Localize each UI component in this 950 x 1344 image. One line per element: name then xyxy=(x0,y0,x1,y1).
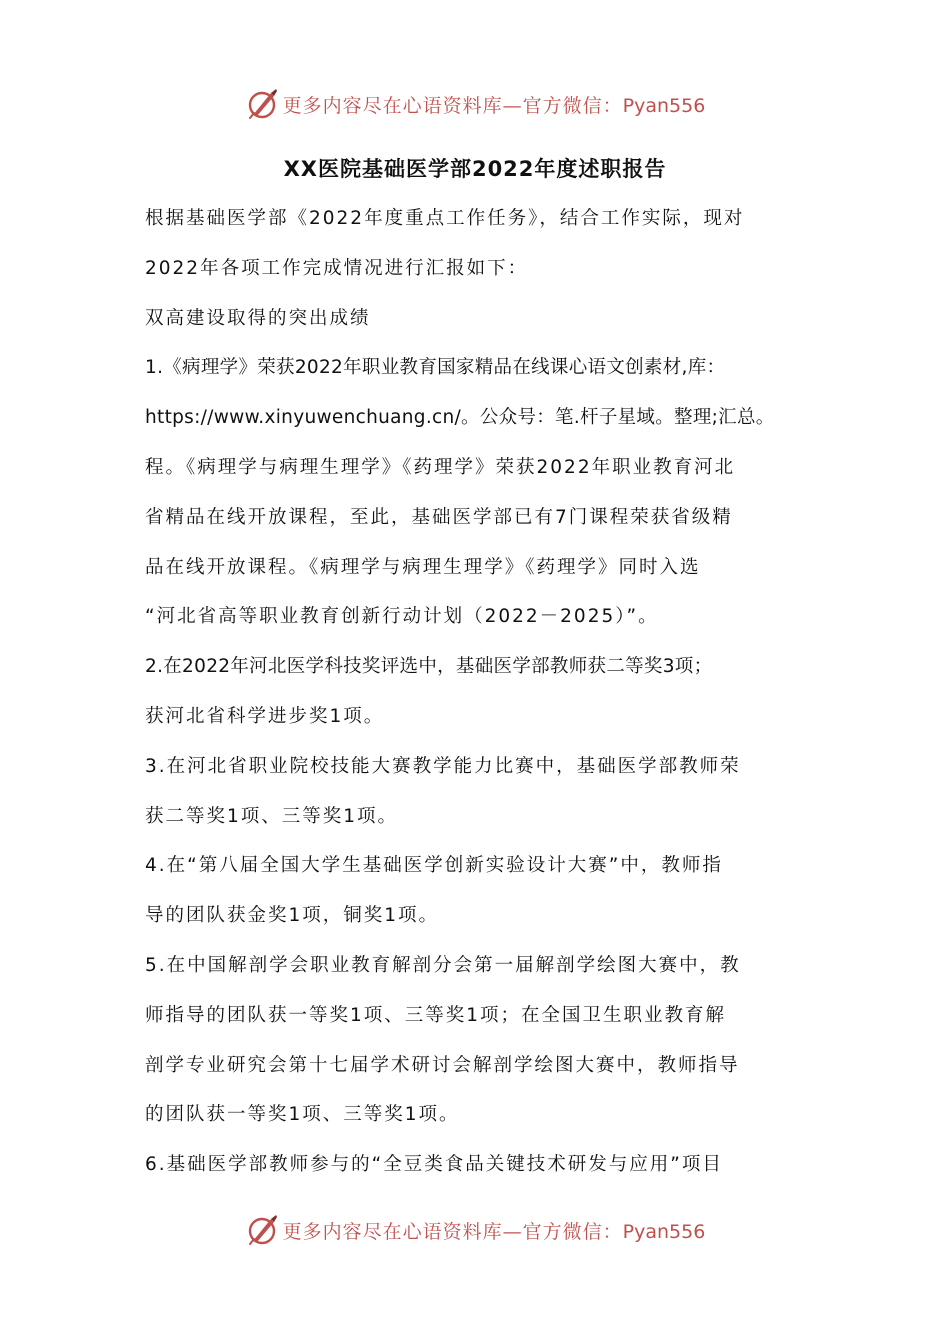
watermark-wechat-id: Pyan556 xyxy=(622,1220,706,1243)
body-line: 品在线开放课程。《病理学与病理生理学》《药理学》同时入选 xyxy=(145,556,701,578)
header-watermark-banner xyxy=(0,84,950,124)
document-body xyxy=(145,194,811,1190)
body-line-url: https://www.xinyuwenchuang.cn/。公众号：笔.杆子星域。整理;汇总。 xyxy=(145,407,775,429)
watermark-text xyxy=(283,91,706,118)
quill-pen-circle-logo-icon xyxy=(245,1213,279,1247)
body-line: 获河北省科学进步奖1项。 xyxy=(145,705,385,727)
body-line: 2.在2022年河北医学科技奖评选中，基础医学部教师获二等奖3项； xyxy=(145,656,713,678)
body-line: 4.在“第八届全国大学生基础医学创新实验设计大赛”中，教师指 xyxy=(145,855,723,877)
body-line: 剖学专业研究会第十七届学术研讨会解剖学绘图大赛中，教师指导 xyxy=(145,1054,740,1076)
body-line: 的团队获一等奖1项、三等奖1项。 xyxy=(145,1104,460,1126)
body-line: 5.在中国解剖学会职业教育解剖分会第一届解剖学绘图大赛中，教 xyxy=(145,954,741,976)
body-line: 导的团队获金奖1项，铜奖1项。 xyxy=(145,905,440,927)
body-line: 3.在河北省职业院校技能大赛教学能力比赛中，基础医学部教师荣 xyxy=(145,755,741,777)
body-line: 1.《病理学》荣获2022年职业教育国家精品在线课心语文创素材,库： xyxy=(145,357,726,379)
body-line: 2022年各项工作完成情况进行汇报如下： xyxy=(145,257,529,279)
body-line: 师指导的团队获一等奖1项、三等奖1项；在全国卫生职业教育解 xyxy=(145,1004,727,1026)
body-line: 6.基础医学部教师参与的“全豆类食品关键技术研发与应用”项目 xyxy=(145,1154,723,1176)
body-line: 根据基础医学部《2022年度重点工作任务》，结合工作实际，现对 xyxy=(145,208,745,229)
body-line: 省精品在线开放课程，至此，基础医学部已有7门课程荣获省级精 xyxy=(145,506,733,528)
body-line: 程。《病理学与病理生理学》《药理学》荣获2022年职业教育河北 xyxy=(145,456,736,478)
section-heading: 双高建设取得的突出成绩 xyxy=(145,307,371,329)
body-line: 获二等奖1项、三等奖1项。 xyxy=(145,805,399,827)
watermark-text-cn: 更多内容尽在心语资料库—官方微信： xyxy=(282,1220,623,1243)
body-line: “河北省高等职业教育创新行动计划（2022－2025）”。 xyxy=(145,606,659,628)
quill-pen-circle-logo-icon xyxy=(245,87,279,121)
watermark-text xyxy=(283,1217,706,1244)
watermark-text-cn: 更多内容尽在心语资料库—官方微信： xyxy=(282,94,623,117)
watermark-wechat-id: Pyan556 xyxy=(622,94,706,117)
document-title: XX医院基础医学部2022年度述职报告 xyxy=(283,157,667,181)
footer-watermark-banner xyxy=(0,1210,950,1250)
